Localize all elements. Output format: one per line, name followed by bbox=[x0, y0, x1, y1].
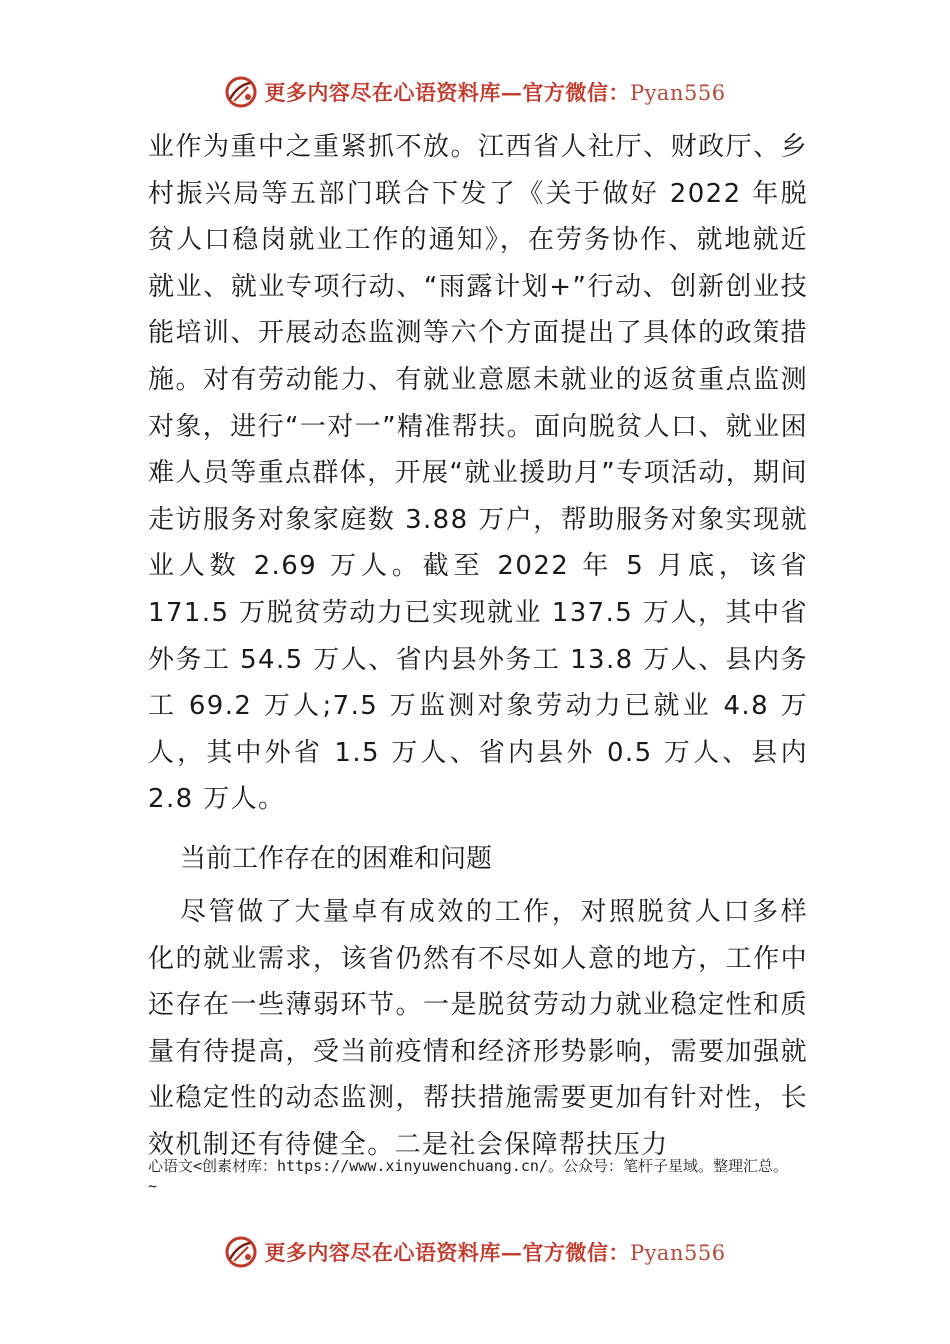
banner-wechat-id: Pyan556 bbox=[629, 81, 726, 105]
paragraph-2: 尽管做了大量卓有成效的工作，对照脱贫人口多样化的就业需求，该省仍然有不尽如人意的地方，工作中还存在一些薄弱环节。一是脱贫劳动力就业稳定性和质量有待提高，受当前疫情和经济形势影响，需要加强就业稳定性的动态监测，帮扶措施需要更加有针对性，长效机制还有待健全。二是社会保障帮扶压力 bbox=[148, 896, 808, 1160]
banner-label: 更多内容尽在心语资料库—官方微信： bbox=[264, 80, 630, 105]
header-banner bbox=[0, 72, 950, 112]
source-footnote: 心语文<创素材库：https://www.xinyuwenchuang.cn/。公众号：笔杆子星域。整理汇总。 ~ bbox=[148, 1157, 788, 1195]
banner-text bbox=[264, 1237, 725, 1267]
section-heading: 当前工作存在的困难和问题 bbox=[180, 843, 493, 874]
document-body bbox=[148, 124, 808, 1168]
footer-banner bbox=[0, 1232, 950, 1272]
banner-wechat-id: Pyan556 bbox=[629, 1241, 726, 1265]
pen-logo-icon bbox=[224, 1235, 258, 1269]
pen-logo-icon bbox=[224, 75, 258, 109]
paragraph-1: 业作为重中之重紧抓不放。江西省人社厅、财政厅、乡村振兴局等五部门联合下发了《关于做好 2022 年脱贫人口稳岗就业工作的通知》，在劳务协作、就地就近就业、就业专项行动、“雨露计划+”行动、创新创业技能培训、开展动态监测等六个方面提出了具体的政策措施。对有劳动能力、有就业意愿未就业的返贫重点监测对象，进行“一对一”精准帮扶。面向脱贫人口、就业困难人员等重点群体，开展“就业援助月”专项活动，期间走访服务对象家庭数 3.88 万户，帮助服务对象实现就业人数 2.69 万人。截至 2022 年 5 月底，该省 171.5 万脱贫劳动力已实现就业 137.5 万人，其中省外务工 54.5 万人、省内县外务工 13.8 万人、县内务工 69.2 万人;7.5 万监测对象劳动力已就业 4.8 万人，其中外省 1.5 万人、省内县外 0.5 万人、县内 2.8 万人。 bbox=[148, 132, 808, 815]
banner-text bbox=[264, 77, 725, 107]
banner-label: 更多内容尽在心语资料库—官方微信： bbox=[264, 1240, 630, 1265]
